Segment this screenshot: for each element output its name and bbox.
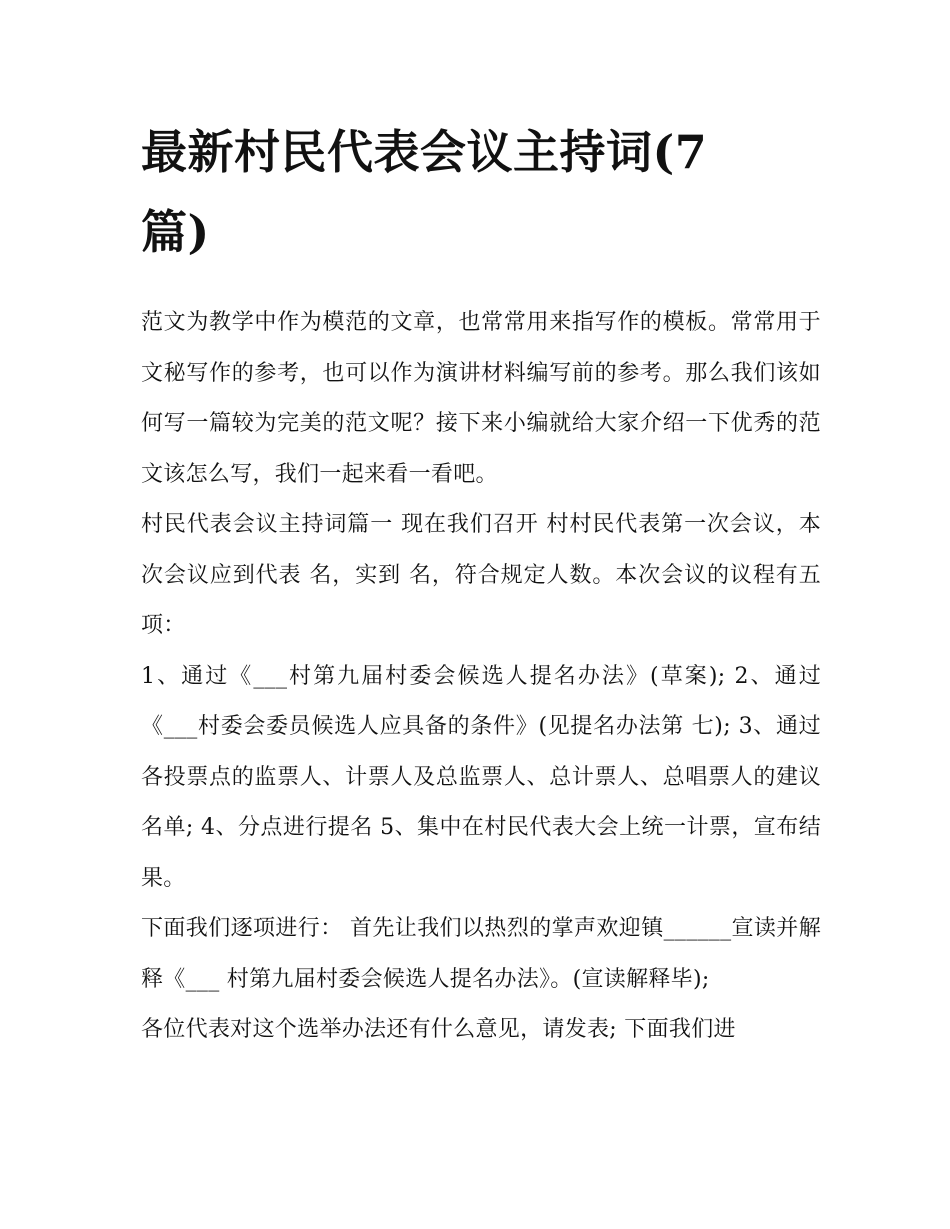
paragraph-opinion: 各位代表对这个选举办法还有什么意见，请发表; 下面我们进 <box>141 1017 736 1042</box>
document-title: 最新村民代表会议主持词(7篇) <box>141 125 708 259</box>
paragraph-intro: 范文为教学中作为模范的文章，也常常用来指写作的模板。常常用于文秘写作的参考，也可以作为演讲材料编写前的参考。那么我们该如何写一篇较为完美的范文呢？接下来小编就给大家介绍一下优秀的范文该怎么写，我们一起来看一看吧。 <box>141 310 821 487</box>
document-page <box>141 112 821 1056</box>
paragraph-proceed: 下面我们逐项进行： 首先让我们以热烈的掌声欢迎镇______宣读并解释《___ 村第九届村委会候选人提名办法》。(宣读解释毕); <box>141 916 821 992</box>
paragraph-opening: 村民代表会议主持词篇一 现在我们召开 村村民代表第一次会议，本次会议应到代表 名，实到 名，符合规定人数。本次会议的议程有五项： <box>141 512 821 638</box>
paragraph-agenda: 1、通过《___村第九届村委会候选人提名办法》(草案); 2、通过《___村委会委员候选人应具备的条件》(见提名办法第 七); 3、通过各投票点的监票人、计票人及总监票人、总计票人、总唱票人的建议名单; 4、分点进行提名 5、集中在村民代表大会上统一计票，宣布结果。 <box>141 663 821 891</box>
